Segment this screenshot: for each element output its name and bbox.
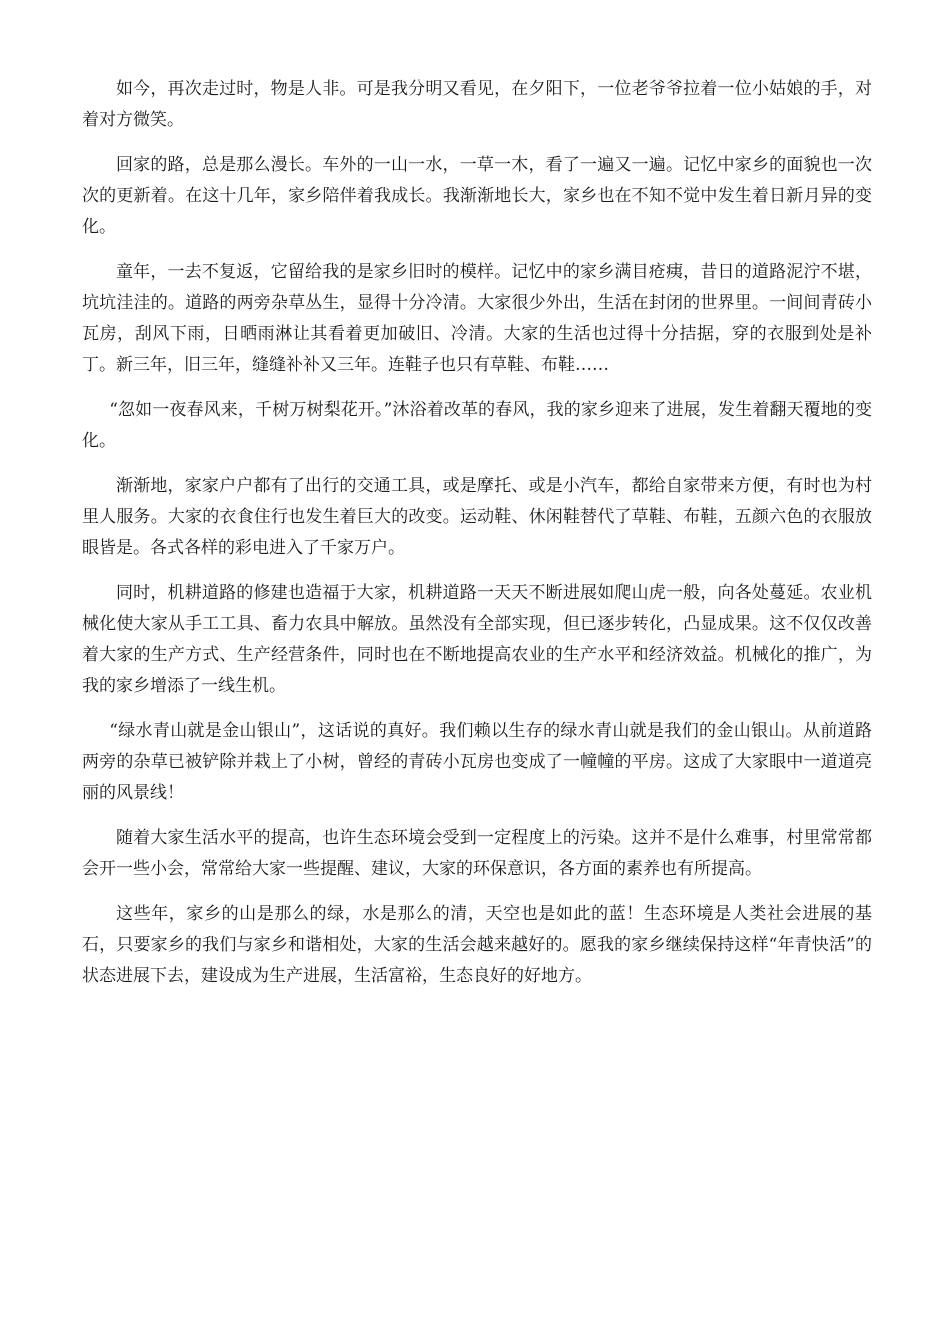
paragraph-3: 童年，一去不复返，它留给我的是家乡旧时的模样。记忆中的家乡满目疮痍，昔日的道路泥泞不堪，坑坑洼洼的。道路的两旁杂草丛生，显得十分冷清。大家很少外出，生活在封闭的世界里。一间间青砖小瓦房，刮风下雨，日晒雨淋让其看着更加破旧、冷清。大家的生活也过得十分拮据，穿的衣服到处是补丁。新三年，旧三年，缝缝补补又三年。连鞋子也只有草鞋、布鞋…… [82,262,872,375]
paragraph-2: 回家的路，总是那么漫长。车外的一山一水，一草一木，看了一遍又一遍。记忆中家乡的面貌也一次次的更新着。在这十几年，家乡陪伴着我成长。我渐渐地长大，家乡也在不知不觉中发生着日新月异的变化。 [82,155,872,237]
paragraph-4: “忽如一夜春风来，千树万树梨花开。”沐浴着改革的春风，我的家乡迎来了进展，发生着翻天覆地的变化。 [82,400,872,451]
paragraph-6: 同时，机耕道路的修建也造福于大家，机耕道路一天天不断进展如爬山虎一般，向各处蔓延。农业机械化使大家从手工工具、畜力农具中解放。虽然没有全部实现，但已逐步转化，凸显成果。这不仅仅改善着大家的生产方式、生产经营条件，同时也在不断地提高农业的生产水平和经济效益。机械化的推广，为我的家乡增添了一线生机。 [82,583,872,696]
paragraph-9: 这些年，家乡的山是那么的绿，水是那么的清，天空也是如此的蓝！生态环境是人类社会进展的基石，只要家乡的我们与家乡和谐相处，大家的生活会越来越好的。愿我的家乡继续保持这样“年青快活”的状态进展下去，建设成为生产进展，生活富裕，生态良好的好地方。 [82,904,872,986]
paragraph-7: “绿水青山就是金山银山”，这话说的真好。我们赖以生存的绿水青山就是我们的金山银山。从前道路两旁的杂草已被铲除并栽上了小树，曾经的青砖小瓦房也变成了一幢幢的平房。这成了大家眼中一道道亮丽的风景线！ [82,721,872,803]
paragraph-8: 随着大家生活水平的提高，也许生态环境会受到一定程度上的污染。这并不是什么难事，村里常常都会开一些小会，常常给大家一些提醒、建议，大家的环保意识，各方面的素养也有所提高。 [82,828,872,879]
paragraph-5: 渐渐地，家家户户都有了出行的交通工具，或是摩托、或是小汽车，都给自家带来方便，有时也为村里人服务。大家的衣食住行也发生着巨大的改变。运动鞋、休闲鞋替代了草鞋、布鞋，五颜六色的衣服放眼皆是。各式各样的彩电进入了千家万户。 [82,476,872,558]
document-page [82,74,872,1006]
paragraph-1: 如今，再次走过时，物是人非。可是我分明又看见，在夕阳下，一位老爷爷拉着一位小姑娘的手，对着对方微笑。 [82,79,872,130]
